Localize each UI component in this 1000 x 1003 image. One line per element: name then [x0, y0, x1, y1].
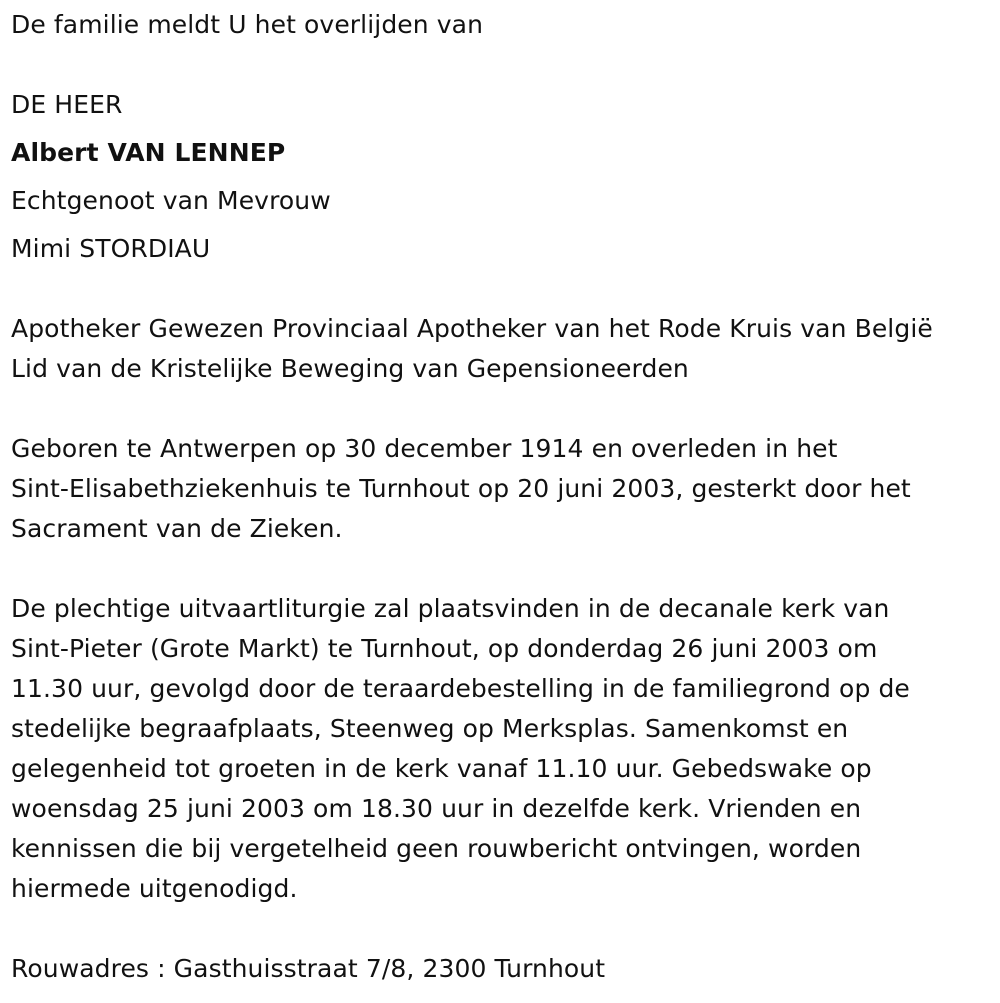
funeral-line: woensdag 25 juni 2003 om 18.30 uur in dezelfde kerk. Vrienden en	[11, 794, 862, 823]
birth-death-line: Geboren te Antwerpen op 30 december 1914 en overleden in het	[11, 434, 838, 463]
intro-text: De familie meldt U het overlijden van	[11, 10, 484, 39]
funeral-line: hiermede uitgenodigd.	[11, 874, 298, 903]
funeral-line: Sint-Pieter (Grote Markt) te Turnhout, op donderdag 26 juni 2003 om	[11, 634, 878, 663]
funeral-line: kennissen die bij vergetelheid geen rouwbericht ontvingen, worden	[11, 834, 862, 863]
birth-death-line: Sacrament van de Zieken.	[11, 514, 343, 543]
honorific-title: DE HEER	[11, 90, 123, 119]
deceased-name: Albert VAN LENNEP	[11, 138, 286, 167]
function-line: Apotheker Gewezen Provinciaal Apotheker van het Rode Kruis van België	[11, 314, 933, 343]
function-line: Lid van de Kristelijke Beweging van Gepensioneerden	[11, 354, 689, 383]
birth-death-line: Sint-Elisabethziekenhuis te Turnhout op 20 juni 2003, gesterkt door het	[11, 474, 911, 503]
funeral-line: stedelijke begraafplaats, Steenweg op Merksplas. Samenkomst en	[11, 714, 849, 743]
spouse-line-2: Mimi STORDIAU	[11, 234, 211, 263]
mourning-address: Rouwadres : Gasthuisstraat 7/8, 2300 Turnhout	[11, 954, 606, 983]
funeral-line: gelegenheid tot groeten in de kerk vanaf 11.10 uur. Gebedswake op	[11, 754, 872, 783]
funeral-line: 11.30 uur, gevolgd door de teraardebestelling in de familiegrond op de	[11, 674, 910, 703]
funeral-line: De plechtige uitvaartliturgie zal plaatsvinden in de decanale kerk van	[11, 594, 890, 623]
spouse-line-1: Echtgenoot van Mevrouw	[11, 186, 331, 215]
